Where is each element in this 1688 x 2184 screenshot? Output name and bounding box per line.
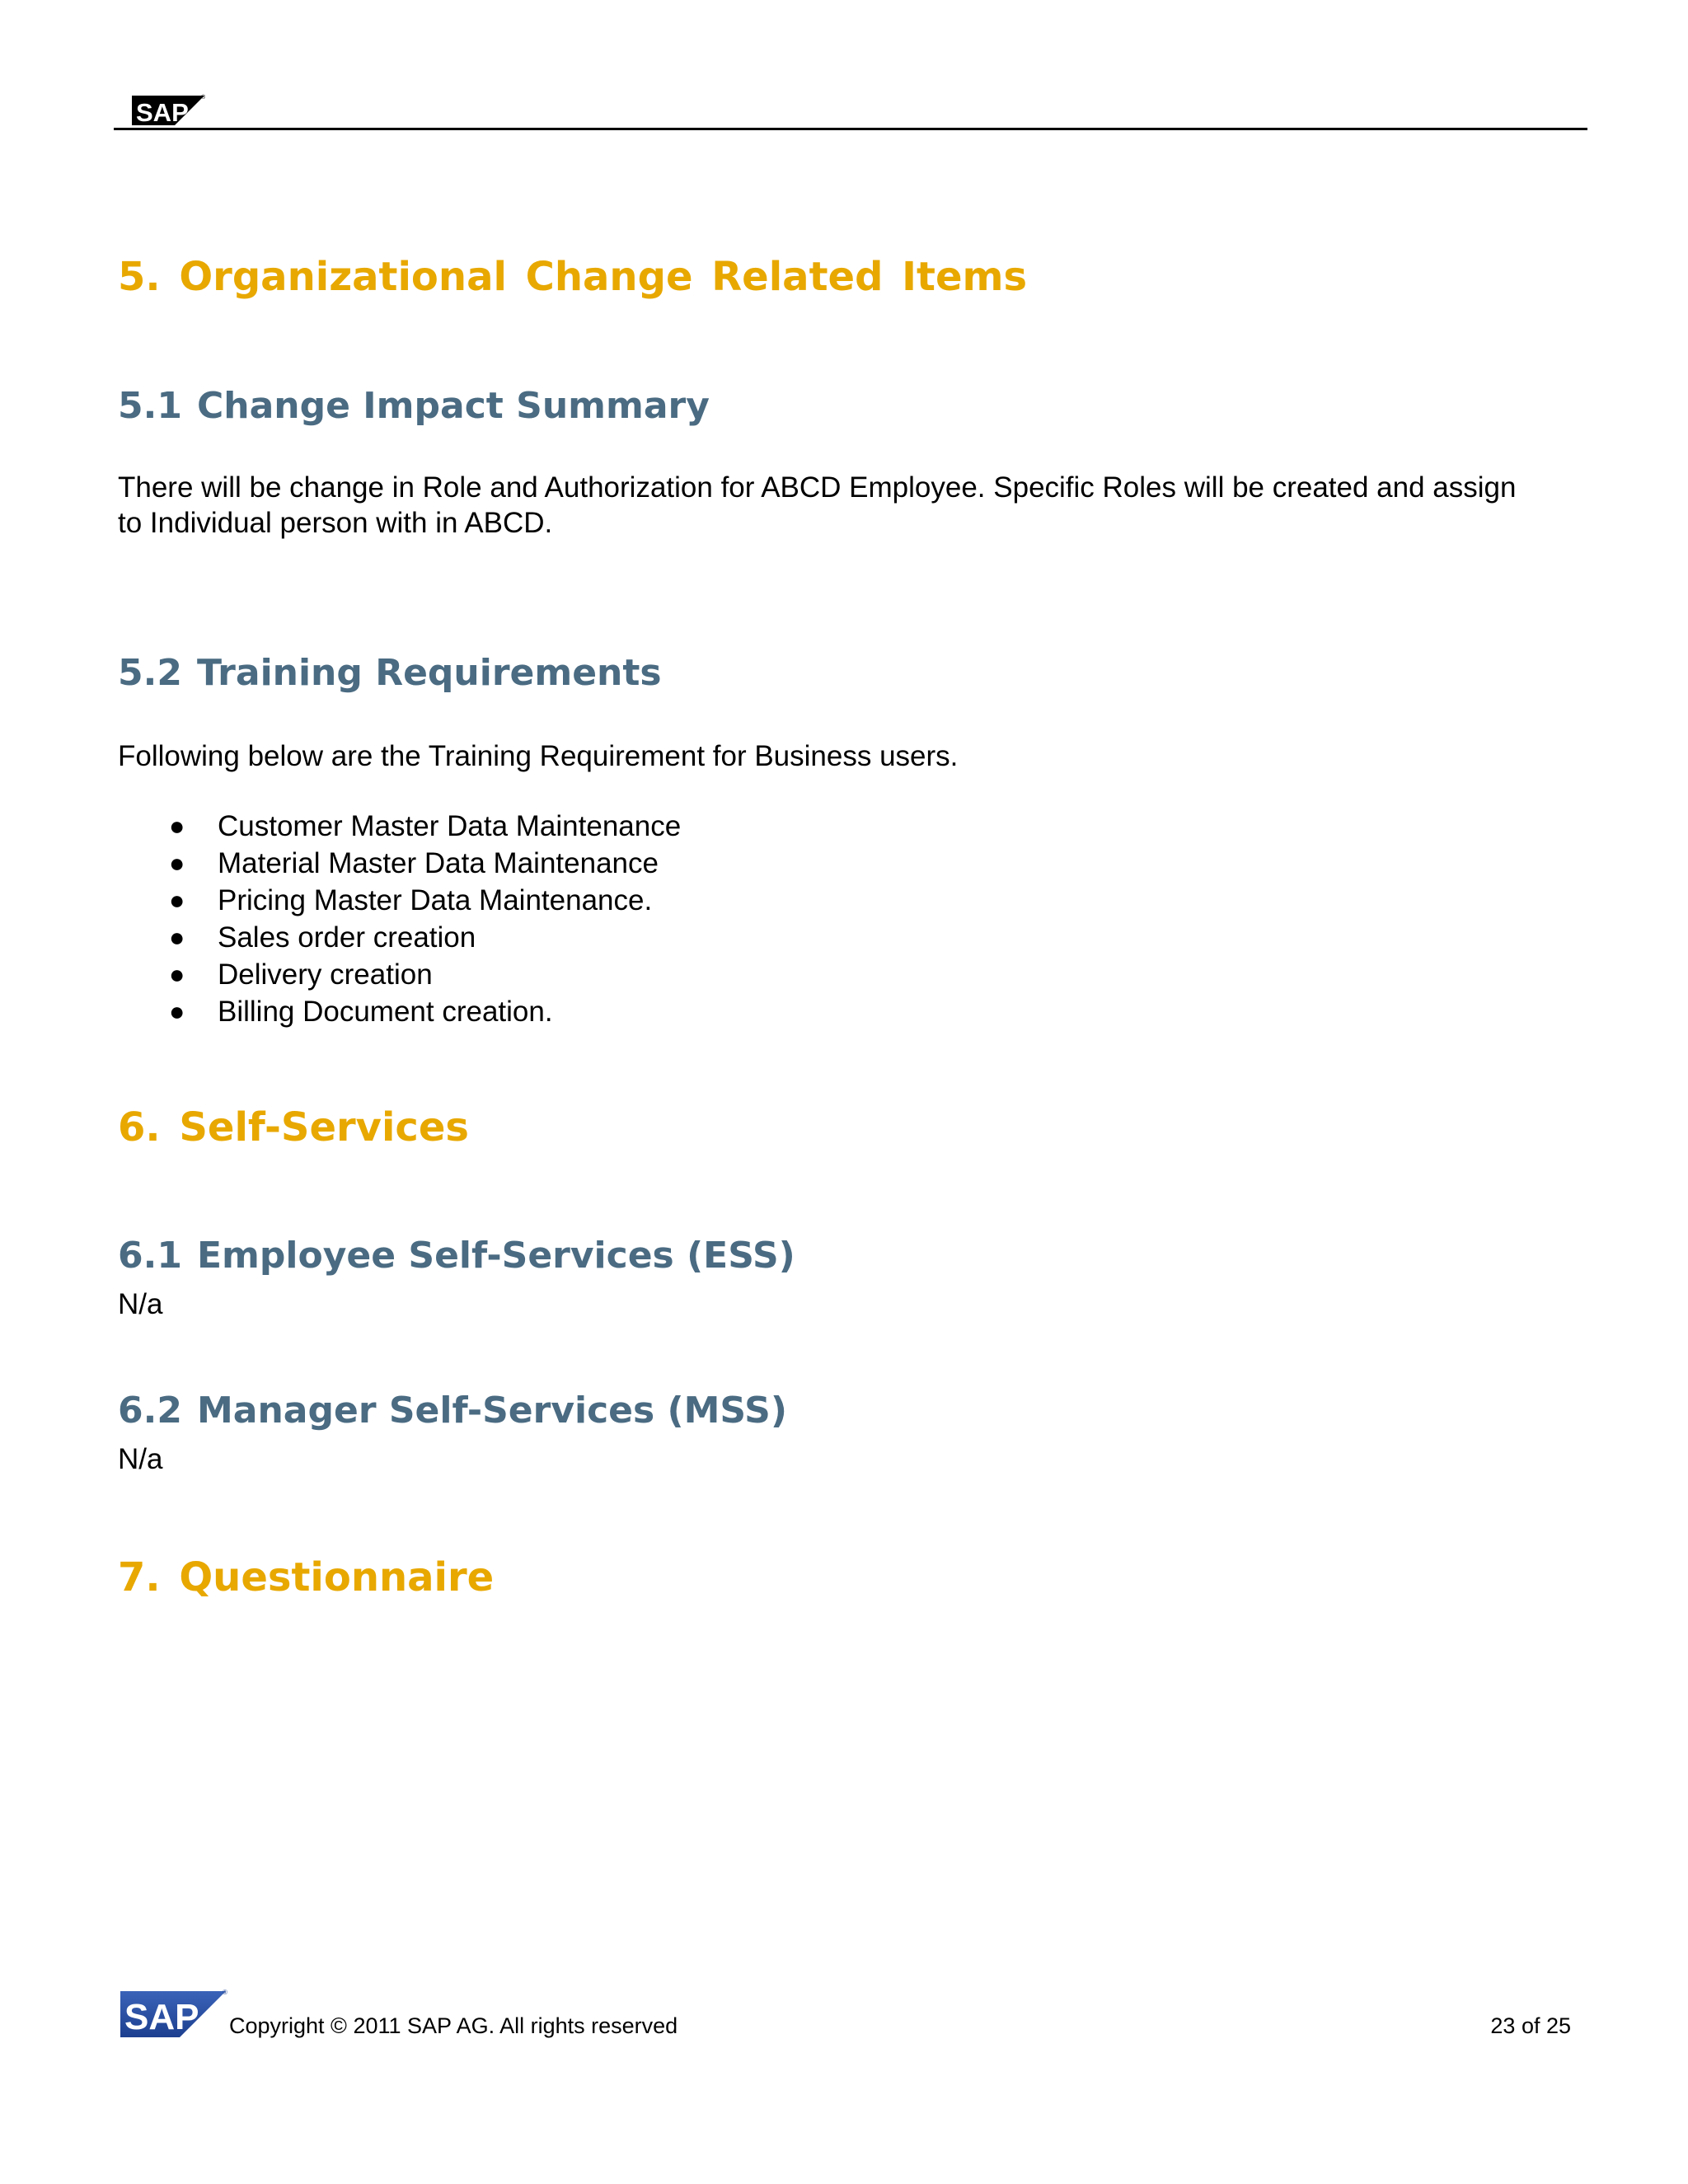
svg-text:®: ®: [201, 95, 206, 101]
bullet-icon: ●: [169, 848, 185, 878]
change-impact-text: There will be change in Role and Authorization for ABCD Employee. Specific Roles will be created and assign to Individual person with in ABCD.: [118, 471, 1517, 539]
bullet-icon: ●: [169, 959, 185, 989]
page-number: 23 of 25: [1490, 2013, 1571, 2038]
svg-text:®: ®: [223, 1989, 227, 1996]
section-title: Manager Self-Services (MSS): [197, 1390, 787, 1432]
section-5-heading: 5. Organizational Change Related Items: [118, 254, 1028, 300]
section-6-heading: 6. Self-Services: [118, 1104, 469, 1151]
section-title: Change Impact Summary: [197, 385, 710, 427]
list-item: ● Sales order creation: [118, 919, 681, 956]
section-number: 5.2: [118, 652, 182, 694]
list-item: ● Delivery creation: [118, 956, 681, 993]
bullet-icon: ●: [169, 996, 185, 1026]
section-7-heading: 7. Questionnaire: [118, 1554, 495, 1601]
mss-text: N/a: [118, 1443, 163, 1475]
sap-logo-footer: [120, 1988, 231, 2041]
list-item: ● Pricing Master Data Maintenance.: [118, 882, 681, 919]
ess-text: N/a: [118, 1288, 163, 1320]
section-number: 5.1: [118, 385, 182, 427]
list-item: ● Material Master Data Maintenance: [118, 845, 681, 882]
bullet-icon: ●: [169, 885, 185, 915]
section-title: Training Requirements: [197, 652, 662, 694]
section-number: 6.2: [118, 1390, 182, 1432]
training-requirements-list: [118, 808, 681, 1030]
section-5-2-heading: [118, 652, 662, 694]
sap-logo-header: [132, 92, 208, 129]
bullet-icon: ●: [169, 922, 185, 952]
section-number: 6.1: [118, 1235, 182, 1277]
bullet-icon: ●: [169, 811, 185, 841]
section-5-1-heading: [118, 385, 710, 427]
svg-text:SAP: SAP: [136, 98, 189, 127]
list-item: ● Billing Document creation.: [118, 993, 681, 1030]
training-intro-text: Following below are the Training Requirement for Business users.: [118, 740, 959, 772]
section-title: Employee Self-Services (ESS): [197, 1235, 795, 1277]
footer-copyright: Copyright © 2011 SAP AG. All rights reserved: [229, 2013, 678, 2038]
header-rule: [114, 128, 1587, 130]
section-6-2-heading: [118, 1390, 787, 1432]
list-item: ● Customer Master Data Maintenance: [118, 808, 681, 845]
svg-text:SAP: SAP: [124, 1997, 199, 2037]
section-6-1-heading: [118, 1235, 795, 1277]
